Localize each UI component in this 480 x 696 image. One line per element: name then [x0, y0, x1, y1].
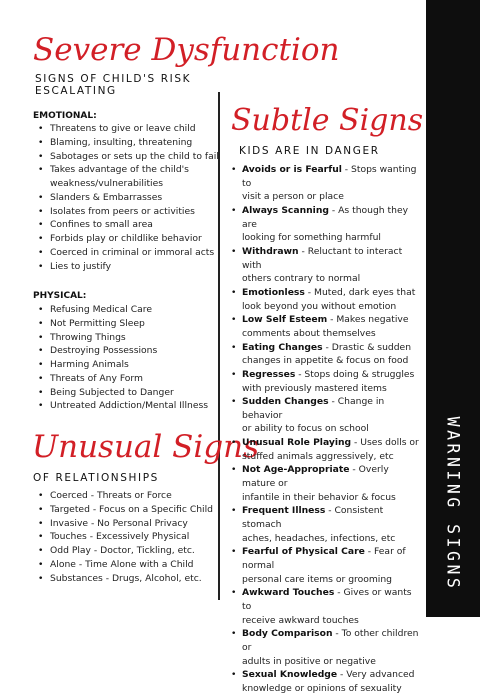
- subtle-item-desc-cont: changes in appetite & focus on food: [242, 355, 409, 367]
- subtle-item-desc-cont: personal care items or grooming: [242, 573, 393, 585]
- subtle-item-desc-cont: with previously mastered items: [242, 382, 387, 394]
- subtle-item: [230, 545, 420, 586]
- unusual-list: [36, 489, 221, 585]
- subtle-item-desc-cont: stuffed animals aggressively, etc: [242, 450, 394, 462]
- subtle-item-desc: - Makes negative: [327, 314, 409, 326]
- physical-heading: PHYSICAL:: [33, 291, 87, 301]
- subtle-item-term: Eating Changes: [242, 341, 323, 353]
- subtle-item-desc: - Consistent stomach: [242, 505, 384, 531]
- unusual-signs-title: Unusual Signs: [32, 429, 260, 465]
- subtle-item-term: Low Self Esteem: [242, 314, 328, 326]
- emotional-item: • Takes advantage of the child's: [36, 163, 221, 177]
- physical-item: • Destroying Possessions: [36, 344, 221, 358]
- subtle-item-desc: - Overly mature or: [242, 464, 389, 490]
- emotional-item: • Sabotages or sets up the child to fail: [36, 150, 221, 164]
- subtle-item-desc-cont: infantile in their behavior & focus: [242, 491, 396, 503]
- subtle-item-desc: - Uses dolls or: [351, 437, 419, 449]
- emotional-item: • Confines to small area: [36, 218, 221, 232]
- subtle-signs-title: Subtle Signs: [231, 103, 424, 138]
- subtle-item-term: Frequent Illness: [242, 505, 326, 517]
- emotional-item: • Slanders & Embarrasses: [36, 191, 221, 205]
- subtle-item: [230, 368, 420, 395]
- subtle-item-term: Withdrawn: [242, 245, 299, 257]
- subtle-item-desc-cont: looking for something harmful: [242, 232, 381, 244]
- emotional-item: • Threatens to give or leave child: [36, 122, 221, 136]
- unusual-item: • Touches - Excessively Physical: [36, 530, 221, 544]
- physical-list: [36, 303, 221, 413]
- subtle-list: [230, 163, 420, 696]
- subtle-item-desc-cont: look beyond you without emotion: [242, 300, 397, 312]
- subtle-item-term: Sudden Changes: [242, 396, 329, 408]
- subtle-item-term: Sexual Knowledge: [242, 669, 338, 681]
- physical-item: • Not Permitting Sleep: [36, 317, 221, 331]
- subtle-item: [230, 627, 420, 668]
- physical-item: • Throwing Things: [36, 331, 221, 345]
- subtle-item: [230, 341, 420, 368]
- subtle-item-desc: - Stops doing & struggles: [295, 368, 415, 380]
- subtle-item: [230, 313, 420, 340]
- subtle-item-term: Regresses: [242, 368, 296, 380]
- subtle-item: [230, 504, 420, 545]
- subtle-item-term: Always Scanning: [242, 204, 329, 216]
- subtle-item-term: Avoids or is Fearful: [242, 164, 342, 175]
- emotional-item: • Forbids play or childlike behavior: [36, 232, 221, 246]
- emotional-item: • Isolates from peers or activities: [36, 205, 221, 219]
- severe-dysfunction-title: Severe Dysfunction: [33, 32, 340, 68]
- subtle-item-desc-cont: aches, headaches, infections, etc: [242, 532, 396, 544]
- subtle-item-desc: - Very advanced: [337, 669, 415, 681]
- subtle-item-desc-cont: or ability to focus on school: [242, 423, 369, 435]
- subtle-item: [230, 204, 420, 245]
- unusual-item: • Coerced - Threats or Force: [36, 489, 221, 503]
- emotional-item: • Coerced in criminal or immoral acts: [36, 246, 221, 260]
- subtle-item: [230, 286, 420, 313]
- subtle-item-term: Not Age-Appropriate: [242, 464, 350, 476]
- physical-item: • Refusing Medical Care: [36, 303, 221, 317]
- subtle-item-term: Emotionless: [242, 286, 305, 298]
- subtle-item-desc-cont: comments about themselves: [242, 327, 376, 339]
- emotional-heading: EMOTIONAL:: [33, 111, 97, 121]
- subtle-item: [230, 436, 420, 463]
- subtle-item-desc-cont: adults in positive or negative: [242, 655, 376, 667]
- subtle-item-desc-cont: knowledge or opinions of sexuality: [242, 682, 402, 694]
- subtle-item: [230, 586, 420, 627]
- emotional-item: • Blaming, insulting, threatening: [36, 136, 221, 150]
- unusual-item: • Invasive - No Personal Privacy: [36, 517, 221, 531]
- subtle-item-desc: - Drastic & sudden: [322, 341, 412, 353]
- subtle-item-term: Awkward Touches: [242, 587, 335, 599]
- severe-subtitle-line1: SIGNS OF CHILD'S RISK: [35, 73, 192, 85]
- subtle-item: [230, 163, 420, 204]
- emotional-item: • Lies to justify: [36, 260, 221, 274]
- subtle-item-desc: - Fear of normal: [242, 546, 406, 572]
- physical-item: • Threats of Any Form: [36, 372, 221, 386]
- subtle-item-desc: - To other children or: [242, 628, 419, 653]
- subtle-item-desc-cont: others contrary to normal: [242, 273, 361, 285]
- subtle-subtitle: KIDS ARE IN DANGER: [239, 145, 380, 157]
- unusual-item: • Odd Play - Doctor, Tickling, etc.: [36, 544, 221, 558]
- unusual-item: • Substances - Drugs, Alcohol, etc.: [36, 572, 221, 586]
- subtle-item-desc: - Reluctant to interact with: [242, 245, 403, 271]
- unusual-subtitle: OF RELATIONSHIPS: [33, 472, 159, 484]
- subtle-item-desc-cont: receive awkward touches: [242, 614, 359, 626]
- subtle-item-term: Unusual Role Playing: [242, 437, 352, 449]
- subtle-item-desc: - Muted, dark eyes that: [304, 286, 416, 298]
- subtle-item: [230, 668, 420, 695]
- subtle-item-desc: - Stops wanting to: [242, 164, 417, 189]
- subtle-item-term: Fearful of Physical Care: [242, 546, 365, 558]
- unusual-item: • Targeted - Focus on a Specific Child: [36, 503, 221, 517]
- subtle-item-desc: - Gives or wants to: [242, 587, 412, 612]
- physical-item: • Untreated Addiction/Mental Illness: [36, 399, 221, 413]
- severe-subtitle-line2: ESCALATING: [35, 85, 117, 97]
- subtle-item-desc: - As though they are: [242, 204, 409, 230]
- subtle-item-term: Body Comparison: [242, 628, 333, 640]
- warning-signs-label: WARNING SIGNS: [443, 416, 463, 592]
- emotional-item: weakness/vulnerabilities: [50, 178, 164, 189]
- subtle-item-desc-cont: visit a person or place: [242, 191, 344, 203]
- physical-item: • Being Subjected to Danger: [36, 386, 221, 400]
- physical-item: • Harming Animals: [36, 358, 221, 372]
- subtle-item: [230, 395, 420, 436]
- subtle-item: [230, 463, 420, 504]
- subtle-item: [230, 245, 420, 286]
- unusual-item: • Alone - Time Alone with a Child: [36, 558, 221, 572]
- emotional-list: [36, 122, 221, 273]
- subtle-item-desc: - Change in behavior: [242, 396, 385, 421]
